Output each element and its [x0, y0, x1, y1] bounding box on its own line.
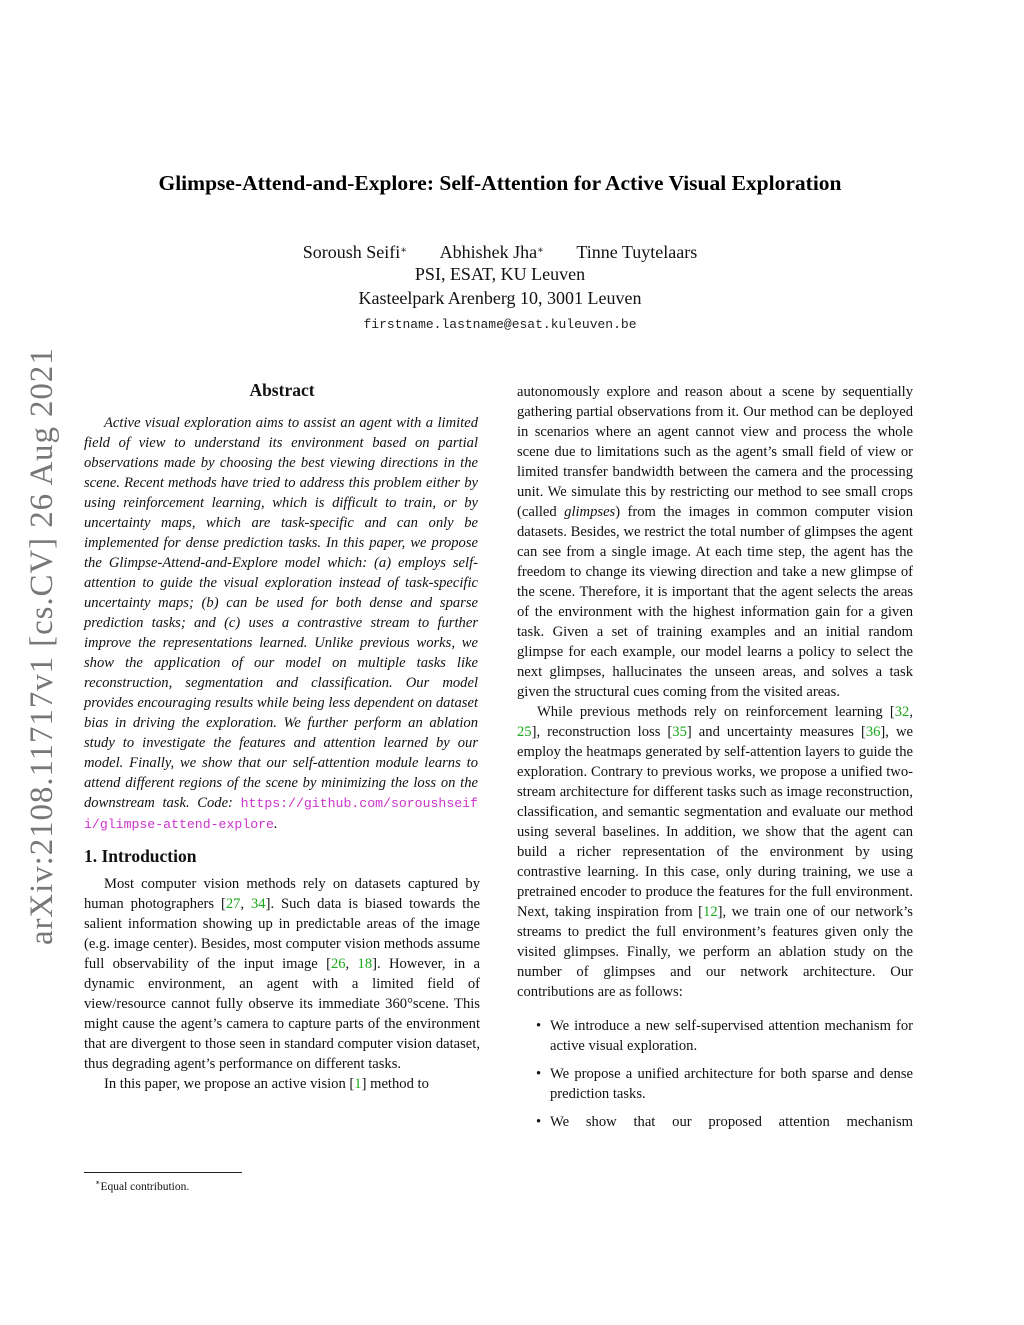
citation-link[interactable]: 35: [672, 724, 687, 740]
abstract-text: Active visual exploration aims to assist an agent with a limited field of view to understand its environment based on partial observations made by choosing the best viewing directions in the scene. Recent methods have tried to address this problem either by using reinforcement learning, which is difficult to train, or by uncertainty maps, which are task-specific and can only be implemented for dense prediction tasks. In this paper, we propose the Glimpse-Attend-and-Explore model which: (a) employs self-attention to guide the visual exploration instead of task-specific uncertainty maps; (b) can be used for both dense and sparse prediction tasks; and (c) uses a contrastive stream to further improve the representations learned. Unlike previous works, we show the application of our model on multiple tasks like reconstruction, segmentation and classification. Our model provides encouraging results while being less dependent on dataset bias in driving the exploration. We further perform an ablation study to investigate the features and attention learned by our model. Finally, we show that our self-attention module learns to attend different regions of the scene by minimizing the loss on the downstream task. Code: https://github.com/soroushseifi/glimpse-attend-explore.: [84, 415, 478, 832]
citation-link[interactable]: 32: [894, 704, 910, 720]
citation-link[interactable]: 1: [354, 1076, 362, 1092]
arxiv-identifier: arXiv:2108.11717v1 [cs.CV] 26 Aug 2021: [24, 347, 60, 945]
citation-link[interactable]: 27: [225, 896, 241, 912]
intro-paragraph-4: While previous methods rely on reinforcement learning [32, 25], reconstruction loss [35] and uncertainty measures [36], we employ the heatmaps generated by self-attention layers to guide the exploration. Contrary to previous works, we propose a unified two-stream architecture for different tasks such as image reconstruction, classification, and semantic segmentation and evaluate our method using several baselines. In addition, we show that the agent can build a richer representation of the environment by using contrastive learning. In this case, only during training, we use a pretrained encoder to produce the features for the full environment. Next, taking inspiration from [12], we train one of our network’s streams to predict the full environment’s features given only the visited glimpses. Finally, we perform an ablation study on the number of glimpses and our network architecture. Our contributions are as follows:: [517, 704, 913, 1000]
citation-link[interactable]: 18: [357, 956, 373, 972]
bullet-icon: •: [536, 1114, 542, 1130]
affiliation-institute: PSI, ESAT, KU Leuven: [414, 264, 586, 284]
author: Abhishek Jha∗: [439, 242, 544, 262]
author-email: firstname.lastname@esat.kuleuven.be: [363, 317, 637, 332]
intro-paragraph-2: In this paper, we propose an active vision [1] method to: [104, 1076, 429, 1092]
footnote-divider: [84, 1172, 242, 1173]
affiliation-address: Kasteelpark Arenberg 10, 3001 Leuven: [358, 288, 642, 308]
intro-paragraph-1: Most computer vision methods rely on datasets captured by human photographers [27, 34]. Such data is biased towards the salient information showing up in predictable areas of the image (e.g. image center). Besides, most computer vision methods assume full observability of the input image [26, 18]. However, in a dynamic environment, an agent with a limited field of view/resource cannot fully observe its immediate 360°scene. This might cause the agent’s camera to capture parts of the environment that are divergent to those seen in standard computer vision dataset, thus degrading agent’s performance on different tasks.: [84, 876, 481, 1072]
code-link[interactable]: https://github.com/soroushseifi/glimpse-attend-explore: [84, 796, 478, 832]
citation-link[interactable]: 25: [517, 724, 532, 740]
author-list: [200, 241, 800, 264]
citation-link[interactable]: 34: [251, 896, 266, 912]
citation-link[interactable]: 12: [703, 904, 718, 920]
intro-paragraph-3: autonomously explore and reason about a scene by sequentially gathering partial observations from it. Our method can be deployed in scenarios where an agent cannot view and process the whole scene due to limitations such as the agent’s small field of view or limited transfer bandwidth between the camera and the processing unit. We simulate this by restricting our method to see small crops (called glimpses) from the images in common computer vision datasets. Besides, we restrict the total number of glimpses the agent can see from a single image. At each time step, the agent has the freedom to change its viewing direction and take a new glimpse of the scene. Therefore, it is important that the agent selects the areas of the environment with the highest information gain for a given task. Given a set of training examples and an initial random glimpse for each example, our model learns a policy to select the next glimpses, hallucinates the unseen areas, and solves a task given the structural cues coming from the visited areas.: [517, 384, 913, 700]
paper-title: Glimpse-Attend-and-Explore: Self-Attention for Active Visual Exploration: [158, 171, 842, 195]
author: Tinne Tuytelaars: [576, 242, 698, 262]
footnote: ∗Equal contribution.: [95, 1178, 190, 1193]
list-item: • We introduce a new self-supervised attention mechanism for active visual exploration.: [536, 1018, 913, 1054]
section-heading-introduction: 1. Introduction: [84, 846, 197, 866]
list-item: • We propose a unified architecture for both sparse and dense prediction tasks.: [536, 1066, 913, 1102]
citation-link[interactable]: 36: [865, 724, 881, 740]
right-column: [517, 382, 913, 1140]
abstract-heading: Abstract: [249, 380, 315, 400]
bullet-icon: •: [536, 1018, 542, 1034]
author: Soroush Seifi∗: [302, 242, 408, 262]
citation-link[interactable]: 26: [330, 956, 346, 972]
contributions-list: [517, 1016, 913, 1132]
left-column: [84, 380, 480, 1094]
list-item: • We show that our proposed attention mechanism: [536, 1114, 913, 1130]
bullet-icon: •: [536, 1066, 542, 1082]
